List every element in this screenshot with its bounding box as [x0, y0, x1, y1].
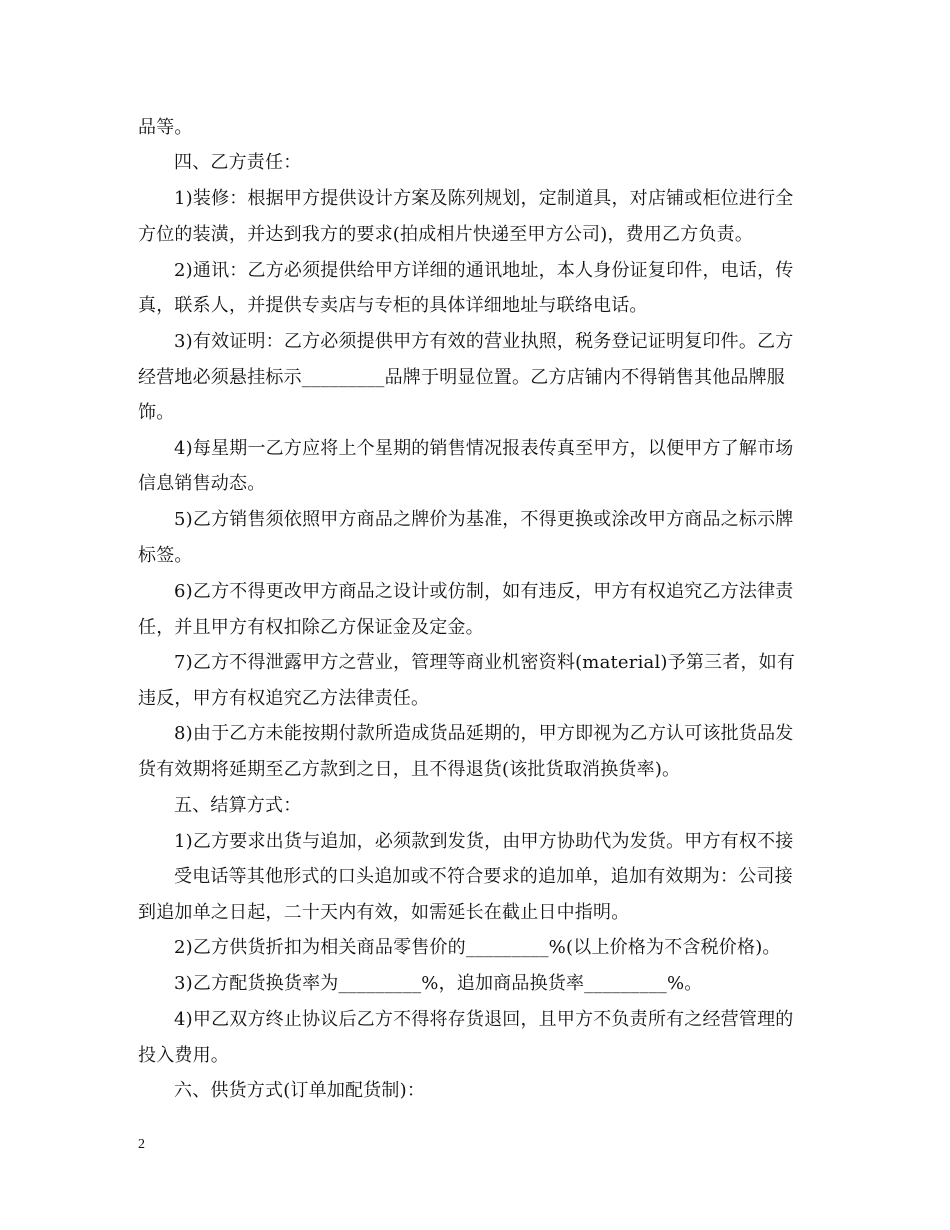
text-line: 标签。: [138, 545, 193, 566]
page-number: 2: [138, 1137, 145, 1152]
text-line: 1)乙方要求出货与追加，必须款到发货，由甲方协助代为发货。甲方有权不接: [174, 831, 794, 852]
section-heading: 五、结算方式：: [174, 795, 302, 816]
text-line: 品等。: [138, 117, 193, 138]
text-line: 1)装修：根据甲方提供设计方案及陈列规划，定制道具，对店铺或柜位进行全: [174, 188, 794, 209]
text-line: 4)甲乙双方终止协议后乙方不得将存货退回，且甲方不负责所有之经营管理的: [174, 1009, 794, 1030]
text-line: 7)乙方不得泄露甲方之营业，管理等商业机密资料(material)予第三者，如有: [174, 652, 796, 673]
text-line: 3)乙方配货换货率为_________%，追加商品换货率_________%。: [174, 973, 703, 994]
text-line: 方位的装潢，并达到我方的要求(拍成相片快递至甲方公司)，费用乙方负责。: [138, 224, 754, 245]
text-line: 6)乙方不得更改甲方商品之设计或仿制，如有违反，甲方有权追究乙方法律责: [174, 581, 794, 602]
text-line: 受电话等其他形式的口头追加或不符合要求的追加单，追加有效期为：公司接: [174, 866, 793, 887]
text-line: 违反，甲方有权追究乙方法律责任。: [138, 688, 430, 709]
text-line: 经营地必须悬挂标示_________品牌于明显位置。乙方店铺内不得销售其他品牌服: [138, 367, 785, 388]
text-line: 8)由于乙方未能按期付款所造成货品延期的，甲方即视为乙方认可该批货品发: [174, 723, 794, 744]
section-heading: 六、供货方式(订单加配货制)：: [174, 1080, 426, 1101]
text-line: 投入费用。: [138, 1045, 229, 1066]
text-line: 信息销售动态。: [138, 473, 266, 494]
text-line: 2)乙方供货折扣为相关商品零售价的_________%(以上价格为不含税价格)。: [174, 937, 781, 958]
text-line: 2)通讯：乙方必须提供给甲方详细的通讯地址，本人身份证复印件，电话，传: [174, 260, 794, 281]
text-line: 4)每星期一乙方应将上个星期的销售情况报表传真至甲方，以便甲方了解市场: [174, 438, 794, 459]
text-line: 任，并且甲方有权扣除乙方保证金及定金。: [138, 617, 484, 638]
text-line: 饰。: [138, 402, 175, 423]
text-line: 到追加单之日起，二十天内有效，如需延长在截止日中指明。: [138, 902, 630, 923]
text-line: 3)有效证明：乙方必须提供甲方有效的营业执照，税务登记证明复印件。乙方: [174, 331, 794, 352]
text-line: 5)乙方销售须依照甲方商品之牌价为基准，不得更换或涂改甲方商品之标示牌: [174, 509, 794, 530]
text-line: 真，联系人，并提供专卖店与专柜的具体详细地址与联络电话。: [138, 295, 648, 316]
text-line: 货有效期将延期至乙方款到之日，且不得退货(该批货取消换货率)。: [138, 759, 681, 780]
section-heading: 四、乙方责任：: [174, 152, 302, 173]
